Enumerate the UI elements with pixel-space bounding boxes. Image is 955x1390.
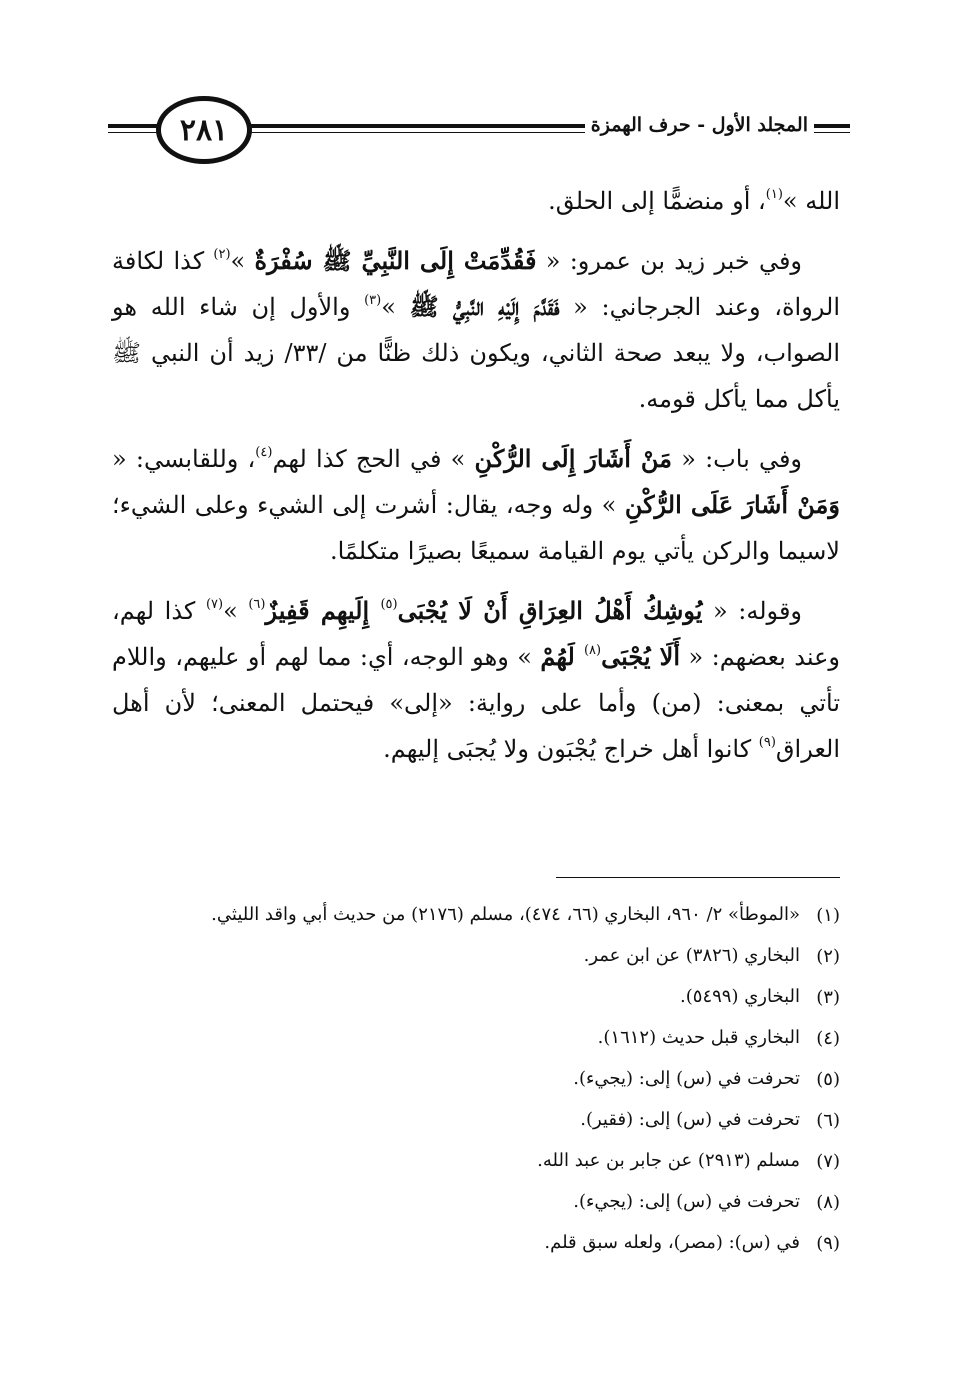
hadith-quote: إِلَيهِم قَفِيزٌ: [265, 596, 381, 625]
footnote-item: [112, 1100, 840, 1141]
footnote-number: (٧): [816, 1151, 840, 1172]
footnote-ref: (٨): [583, 643, 602, 658]
footnote-text: البخاري (٥٤٩٩).: [680, 986, 800, 1007]
footnote-ref: (٣): [364, 293, 382, 308]
footnote-text: تحرفت في (س) إلى: (يجيء).: [573, 1191, 800, 1212]
hadith-quote: لَهُمْ: [540, 642, 584, 671]
footnote-item: [112, 1059, 840, 1100]
footnote-number: (٩): [816, 1233, 840, 1254]
footnote-ref: (٥): [380, 597, 398, 612]
footnote-text: في (س): (مصر)، ولعله سبق قلم.: [544, 1232, 800, 1253]
hadith-quote: يُوشِكُ أَهْلُ العِرَاقِ أَنْ لَا يُجْبَى: [397, 596, 703, 625]
page-number-circle: [156, 96, 252, 164]
text-run: وفي خبر زيد بن عمرو: «: [536, 247, 803, 275]
hadith-quote: فَقَدَّمَ إِلَيْهِ النَّبِيُّ ﷺ: [409, 292, 560, 321]
text-run: ، أو منضمًّا إلى الحلق.: [548, 187, 766, 215]
text-run: » وهو الوجه، أي: مما لهم أو عليهم، واللام تأتي بمعنى: (من) وأما على رواية: «إلى» فيحتمل المعنى؛ لأن أهل العراق: [112, 643, 840, 763]
paragraph-1: [112, 178, 840, 224]
text-run: ، وللقابسي: «: [112, 445, 256, 473]
text-run: والأول إن شاء الله هو الصواب، ولا يبعد صحة الثاني، ويكون ذلك ظنًّا من /٣٣/ زيد أن النبي ﷺ يأكل مما يأكل قومه.: [112, 293, 841, 413]
footnote-item: [112, 977, 840, 1018]
text-run: كذا لهم، وعند بعضهم: «: [112, 597, 840, 671]
text-run: كانوا أهل خراج يُجْبَون ولا يُجبَى إليهم.: [383, 735, 759, 763]
page-header: [108, 92, 850, 172]
running-title: المجلد الأول - حرف الهمزة: [585, 114, 814, 136]
footnote-ref: (٢): [213, 247, 231, 262]
paragraph-3: [112, 436, 840, 574]
footnote-number: (١): [816, 905, 840, 926]
footnote-separator: [556, 877, 840, 878]
text-run: »: [381, 293, 410, 321]
footnote-text: تحرفت في (س) إلى: (فقير).: [580, 1109, 800, 1130]
footnote-ref: (٩): [758, 735, 776, 750]
hadith-quote: مَنْ أَشَارَ إِلَى الرُّكْنِ: [474, 444, 673, 473]
footnote-ref: (١): [765, 187, 783, 202]
text-run: وفي باب: «: [672, 445, 803, 473]
footnote-ref: (٤): [255, 445, 273, 460]
paragraph-2: [112, 238, 840, 422]
hadith-quote: فَقُدِّمَتْ إِلَى النَّبِيِّ ﷺ سُفْرَةٌ: [254, 246, 537, 275]
footnote-text: مسلم (٢٩١٣) عن جابر بن عبد الله.: [537, 1150, 800, 1171]
footnote-item: [112, 1182, 840, 1223]
page-number: ٢٨١: [179, 112, 229, 148]
text-run: الله »: [782, 187, 840, 215]
hadith-quote: أَلَا يُجْبَى: [601, 642, 681, 671]
footnote-text: البخاري (٣٨٢٦) عن ابن عمر.: [583, 945, 800, 966]
footnote-item: [112, 1018, 840, 1059]
footnote-ref: (٦): [248, 597, 266, 612]
footnote-number: (٨): [816, 1192, 840, 1213]
footnote-number: (٣): [816, 987, 840, 1008]
text-run: » في الحج كذا لهم: [272, 445, 475, 473]
text-run: »: [230, 247, 255, 275]
text-run: »: [223, 597, 249, 625]
text-run: وقوله: «: [702, 597, 803, 625]
footnote-text: البخاري قبل حديث (١٦١٢).: [597, 1027, 800, 1048]
footnote-item: [112, 1223, 840, 1264]
text-run: كذا لكافة الرواة، وعند الجرجاني: «: [112, 247, 841, 321]
footnote-item: [112, 1141, 840, 1182]
footnote-text: تحرفت في (س) إلى: (يجيء).: [573, 1068, 800, 1089]
footnote-number: (٤): [816, 1028, 840, 1049]
text-run: » وله وجه، يقال: أشرت إلى الشيء وعلى الشيء؛ لاسيما والركن يأتي يوم القيامة سميعًا بصيرًا متكلمًا.: [112, 491, 840, 565]
footnote-item: [112, 936, 840, 977]
hadith-quote: وَمَنْ أَشَارَ عَلَى الرُّكْنِ: [624, 490, 840, 519]
footnote-ref: (٧): [205, 597, 224, 612]
main-text: [112, 178, 840, 786]
footnote-text: «الموطأ» ٢/ ٩٦٠، البخاري (٦٦، ٤٧٤)، مسلم (٢١٧٦) من حديث أبي واقد الليثي.: [211, 904, 800, 925]
footnotes-list: [112, 895, 840, 1264]
footnote-number: (٥): [816, 1069, 840, 1090]
paragraph-4: [112, 588, 840, 772]
footnote-item: [112, 895, 840, 936]
footnote-number: (٢): [816, 946, 840, 967]
footnote-number: (٦): [816, 1110, 840, 1131]
